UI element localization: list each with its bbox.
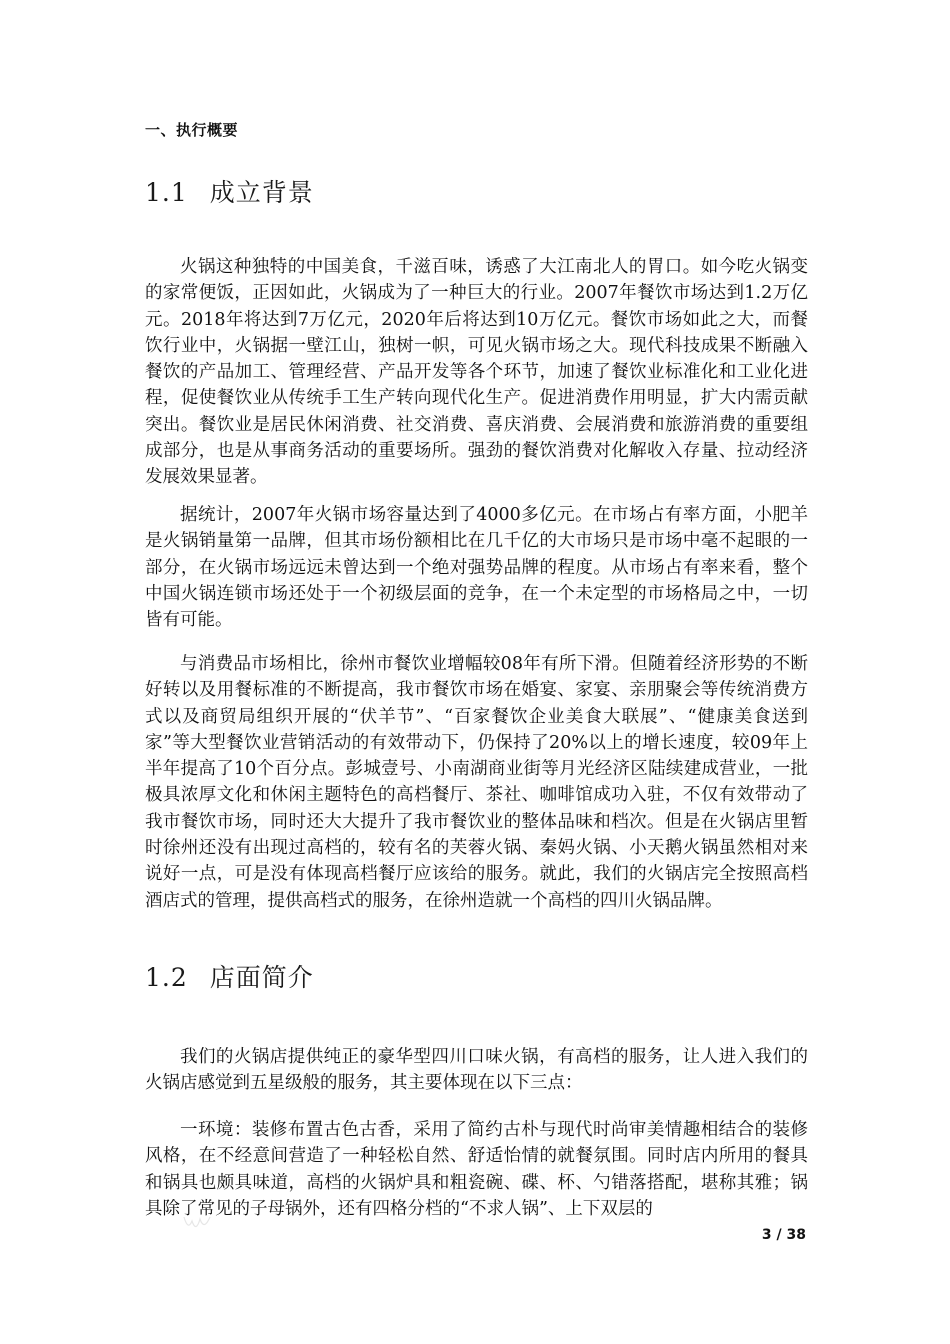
paragraph: 一环境：装修布置古色古香，采用了简约古朴与现代时尚审美情趣相结合的装修风格，在不经意间营造了一种轻松自然、舒适怡情的就餐氛围。同时店内所用的餐具和锅具也颇具味道，高档的火锅炉具和粗瓷碗、碟、杯、勺错落搭配，堪称其雅；锅具除了常见的子母锅外，还有四格分档的“不求人锅”、上下双层的 <box>145 1120 808 1219</box>
paragraph: 我们的火锅店提供纯正的豪华型四川口味火锅，有高档的服务，让人进入我们的火锅店感觉到五星级般的服务，其主要体现在以下三点： <box>145 1047 808 1094</box>
paragraph: 火锅这种独特的中国美食，千滋百味，诱惑了大江南北人的胃口。如今吃火锅变的家常便饭，正因如此，火锅成为了一种巨大的行业。2007年餐饮市场达到1.2万亿元。2018年将达到7万亿元，2020年后将达到10万亿元。餐饮市场如此之大，而餐饮行业中，火锅据一壁江山，独树一帜，可见火锅市场之大。现代科技成果不断融入餐饮的产品加工、管理经营、产品开发等各个环节，加速了餐饮业标准化和工业化进程，促使餐饮业从传统手工生产转向现代化生产。促进消费作用明显，扩大内需贡献突出。餐饮业是居民休闲消费、社交消费、喜庆消费、会展消费和旅游消费的重要组成部分，也是从事商务活动的重要场所。强劲的餐饮消费对化解收入存量、拉动经济发展效果显著。 <box>145 257 808 488</box>
section-heading: 一、执行概要 <box>145 121 239 139</box>
subsection-number: 1.1 <box>145 178 188 207</box>
subsection-title: 成立背景 <box>209 178 314 207</box>
paragraph: 据统计，2007年火锅市场容量达到了4000多亿元。在市场占有率方面，小肥羊是火锅销量第一品牌，但其市场份额相比在几千亿的大市场只是市场中毫不起眼的一部分，在火锅市场远远未曾达到一个绝对强势品牌的程度。从市场占有率来看，整个中国火锅连锁市场还处于一个初级层面的竞争，在一个未定型的市场格局之中，一切皆有可能。 <box>145 505 808 631</box>
faint-watermark-mark <box>182 1213 212 1235</box>
paragraph: 与消费品市场相比，徐州市餐饮业增幅较08年有所下滑。但随着经济形势的不断好转以及用餐标准的不断提高，我市餐饮市场在婚宴、家宴、亲朋聚会等传统消费方式以及商贸局组织开展的“伏羊节”、“百家餐饮企业美食大联展”、“健康美食送到家”等大型餐饮业营销活动的有效带动下，仍保持了20%以上的增长速度，较09年上半年提高了10个百分点。彭城壹号、小南湖商业街等月光经济区陆续建成营业，一批极具浓厚文化和休闲主题特色的高档餐厅、茶社、咖啡馆成功入驻，不仅有效带动了我市餐饮市场，同时还大大提升了我市餐饮业的整体品味和档次。但是在火锅店里暂时徐州还没有出现过高档的，较有名的芙蓉火锅、秦妈火锅、小天鹅火锅虽然相对来说好一点，可是没有体现高档餐厅应该给的服务。就此，我们的火锅店完全按照高档酒店式的管理，提供高档式的服务，在徐州造就一个高档的四川火锅品牌。 <box>145 654 808 911</box>
subsection-number: 1.2 <box>145 963 188 992</box>
subsection-heading-1-2 <box>145 958 314 994</box>
subsection-title: 店面简介 <box>209 963 314 992</box>
page-number: 3 / 38 <box>761 1227 806 1243</box>
subsection-heading-1-1 <box>145 173 314 209</box>
